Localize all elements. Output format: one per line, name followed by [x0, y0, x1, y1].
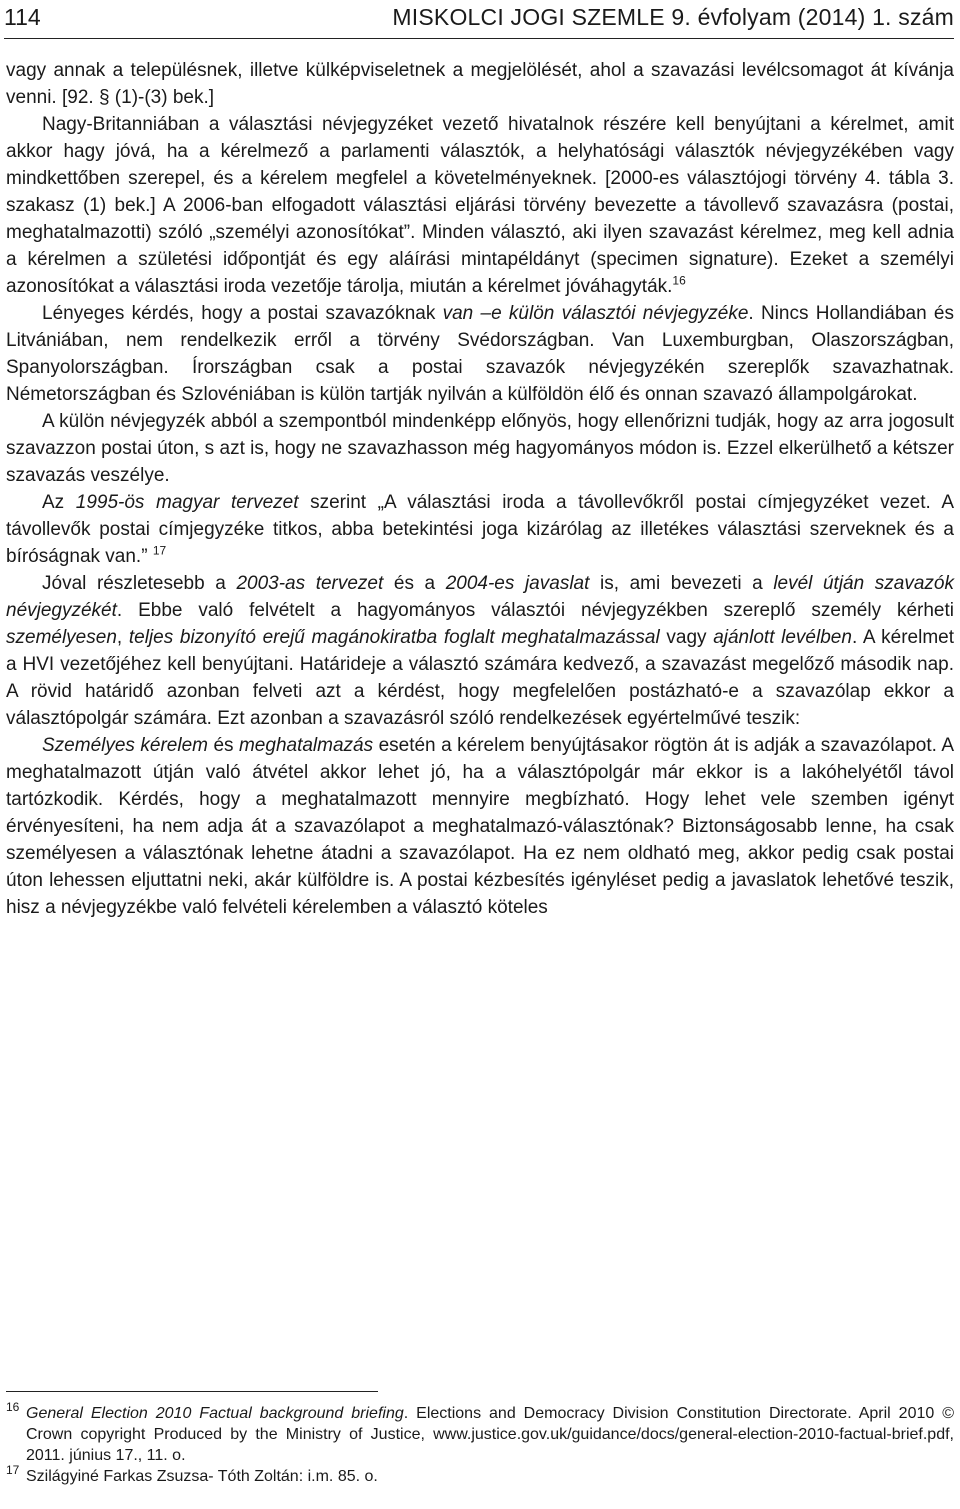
footnote-mark-17: 17	[6, 1463, 20, 1477]
paragraph-1: vagy annak a településnek, illetve külképviseletnek a megjelölését, ahol a szavazási levélcsomagot át kívánja venni. [92. § (1)-(3) bek.]	[6, 60, 954, 108]
footnote-mark-16: 16	[6, 1400, 20, 1414]
paragraph-2: Nagy-Britanniában a választási névjegyzéket vezető hivatalnok részére kell benyújtani a kérelmet, amit akkor hagy jóvá, ha a kérelmező a parlamenti választók, a helyhatósági választók névjegyzékében vagy mindkettőben szerepel, és a kérelem megfelel a követelményeknek. [2000-es választójogi törvény 4. tábla 3. szakasz (1) bek.] A 2006-ban elfogadott választási eljárási törvény bevezette a távollevő szavazásra (postai, meghatalmazotti) szóló „személyi azonosítókat”. Minden választó, aki ilyen szavazást kérelmez, meg kell adnia a kérelmen a születési időpontját és egy aláírási mintapéldányt (specimen signature). Ezeket a személyi azonosítókat a választási iroda vezetője tárolja, miután a kérelmet jóváhagyták.$^{16}$	[6, 114, 954, 297]
page-number: 114	[4, 3, 41, 30]
page-header	[4, 0, 954, 34]
paragraph-4: A külön névjegyzék abból a szempontból mindenképp előnyös, hogy ellenőrizni tudják, hogy az arra jogosult szavazzon postai úton, s azt is, hogy ne szavazhasson még hagyományos módon is. Ezzel elkerülhető a kétszer szavazás veszélye.	[6, 411, 954, 486]
paragraph-5: Az 1995-ös magyar tervezet szerint „A választási iroda a távollevőkről postai címjegyzéket vezet. A távollevők postai címjegyzéke titkos, abba betekintési joga kizárólag az illetékes választási szerveknek és a bíróságnak van.” $^{17}$	[6, 492, 954, 567]
paragraph-3: Lényeges kérdés, hogy a postai szavazóknak van –e külön választói névjegyzéke. Nincs Hollandiában és Litvániában, nem rendelkezik erről a törvény Svédországban. Van Luxemburgban, Olaszországban, Spanyolországban. Írországban csak a postai szavazók névjegyzékén szereplők szavazhatnak. Németországban és Szlovéniában is külön tartják nyilván a külföldön élő és onnan szavazó állampolgárokat.	[6, 303, 954, 405]
footnote-ref-17[interactable]: 17	[152, 543, 167, 558]
journal-title: MISKOLCI JOGI SZEMLE 9. évfolyam (2014) 1. szám	[392, 3, 954, 30]
footnote-17: 17 Szilágyiné Farkas Zsuzsa- Tóth Zoltán: i.m. 85. o.	[6, 1466, 954, 1487]
body-text	[6, 57, 954, 921]
footnote-16: 16 General Election 2010 Factual background briefing. Elections and Democracy Division Constitution Directorate. April 2010 © Crown copyright Produced by the Ministry of Justice, www.justice.gov.uk/guidance/docs/general-election-2010-factual-brief.pdf, 2011. június 17., 11. o.	[6, 1403, 954, 1466]
footnote-divider	[6, 1391, 378, 1392]
paragraph-6: Jóval részletesebb a 2003-as tervezet és a 2004-es javaslat is, ami bevezeti a levél útján szavazók névjegyzékét. Ebbe való felvételt a hagyományos választói névjegyzékben szereplő személy kérheti személyesen, teljes bizonyító erejű magánokiratba foglalt meghatalmazással vagy ajánlott levélben. A kérelmet a HVI vezetőjéhez kell benyújtani. Határideje a választó számára kedvező, a szavazást megelőző második nap. A rövid határidő azonban felveti azt a kérdést, hogy megfelelően postázható-e a szavazólap ekkor a választópolgár számára. Ezt azonban a szavazásról szóló rendelkezések egyértelművé teszik:	[6, 573, 955, 729]
footnotes	[6, 1400, 955, 1487]
footnote-ref-16[interactable]: 16	[672, 273, 686, 288]
header-divider	[4, 38, 954, 39]
paragraph-7: Személyes kérelem és meghatalmazás esetén a kérelem benyújtásakor rögtön át is adják a szavazólapot. A meghatalmazott útján való átvétel akkor lehet jó, ha a választópolgár már ekkor is a lakóhelyétől távol tartózkodik. Kérdés, hogy a meghatalmazott mennyire megbízható. Hogy lehet vele szemben igényt érvényesíteni, ha nem adja át a szavazólapot a meghatalmazó-választónak? Biztonságosabb lenne, ha csak személyesen a választónak lehetne átadni a szavazólapot. Ha ez nem oldható meg, akkor pedig csak postai úton lehessen eljuttatni neki, akár külföldre is. A postai kézbesítés igényléset pedig a javaslatok lehetővé teszik, hisz a névjegyzékbe való felvételi kérelemben a választó köteles	[6, 735, 954, 918]
